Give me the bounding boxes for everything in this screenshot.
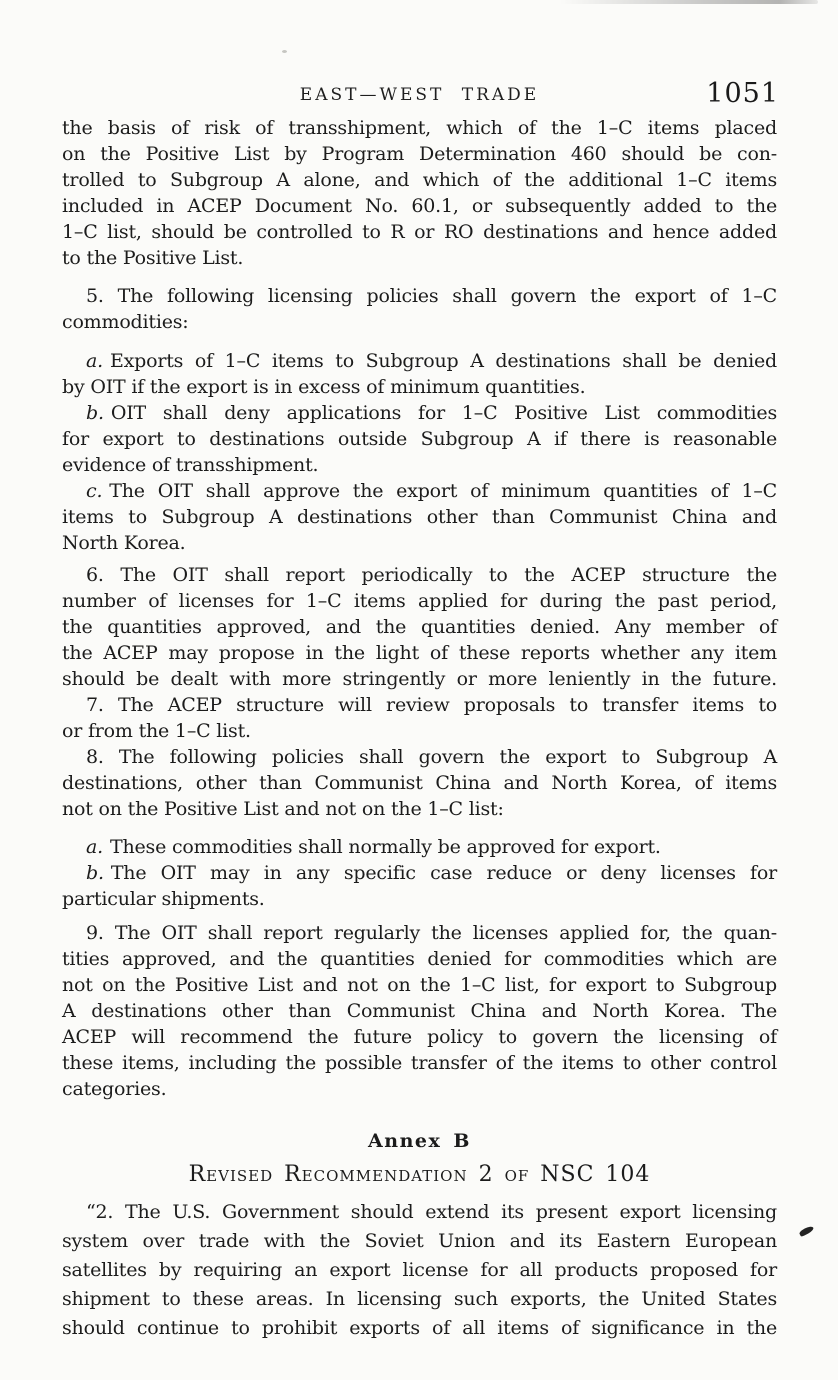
text-line: evidence of transshipment. [62, 454, 319, 476]
text-line: ACEP will recommend the future policy to govern the licensing of [62, 1026, 777, 1048]
paragraph-item-5a [62, 348, 777, 400]
text-line: should be dealt with more stringently or more leniently in the future. [62, 668, 777, 690]
text-line: 6. The OIT shall report periodically to the ACEP structure the [86, 564, 777, 586]
page-number: 1051 [706, 78, 779, 109]
text-line: system over trade with the Soviet Union and its Eastern European [62, 1230, 777, 1252]
paragraph-item-8a [62, 834, 777, 860]
paragraph-item-6 [62, 562, 777, 692]
paragraph-item-8 [62, 744, 777, 822]
page-body [62, 115, 777, 1343]
text-line: not on the Positive List and not on the 1–C list: [62, 798, 504, 820]
text-line: for export to destinations outside Subgroup A if there is reasonable [62, 428, 777, 450]
item-marker: a. [86, 836, 103, 858]
paragraph-quote-2 [62, 1198, 777, 1343]
line-text: The OIT may in any specific case reduce or deny licenses for [110, 862, 777, 884]
paragraph-item-8b [62, 860, 777, 912]
paragraph-item-5 [62, 283, 777, 335]
text-line: not on the Positive List and not on the 1–C list, for export to Subgroup [62, 974, 777, 996]
text-line: by OIT if the export is in excess of minimum quantities. [62, 376, 586, 398]
text-line [62, 860, 777, 886]
text-line: commodities: [62, 311, 189, 333]
text-line: categories. [62, 1078, 167, 1100]
text-line: North Korea. [62, 532, 186, 554]
item-marker: a. [86, 350, 103, 372]
text-line: particular shipments. [62, 888, 265, 910]
scan-speck [282, 50, 287, 53]
text-line [62, 348, 777, 374]
annex-heading: Annex B [368, 1130, 471, 1152]
line-text: OIT shall deny applications for 1–C Positive List commodities [110, 402, 777, 424]
text-line: satellites by requiring an export license for all products proposed for [62, 1259, 777, 1281]
text-line: destinations, other than Communist China and North Korea, of items [62, 772, 777, 794]
text-line: to the Positive List. [62, 247, 244, 269]
paragraph-continuation [62, 115, 777, 271]
text-line [62, 400, 777, 426]
text-line: trolled to Subgroup A alone, and which of the additional 1–C items [62, 169, 777, 191]
text-line: these items, including the possible transfer of the items to other control [62, 1052, 777, 1074]
text-line: number of licenses for 1–C items applied for during the past period, [62, 590, 777, 612]
text-line: the ACEP may propose in the light of these reports whether any item [62, 642, 777, 664]
text-line: or from the 1–C list. [62, 720, 251, 742]
paragraph-item-5c [62, 478, 777, 556]
annex-subheading: Revised Recommendation 2 of NSC 104 [188, 1162, 651, 1187]
text-line: the quantities approved, and the quantities denied. Any member of [62, 616, 777, 638]
item-marker: b. [86, 402, 104, 424]
text-line: 7. The ACEP structure will review proposals to transfer items to [86, 694, 777, 716]
text-line: 5. The following licensing policies shall govern the export of 1–C [86, 285, 777, 307]
text-line: shipment to these areas. In licensing such exports, the United States [62, 1288, 777, 1310]
paragraph-item-9 [62, 920, 777, 1102]
paragraph-item-5b [62, 400, 777, 478]
text-line: should continue to prohibit exports of all items of significance in the [62, 1317, 777, 1339]
text-line [62, 478, 777, 504]
text-line: 1–C list, should be controlled to R or RO destinations and hence added [62, 221, 777, 243]
text-line: on the Positive List by Program Determination 460 should be con- [62, 143, 777, 165]
text-line: items to Subgroup A destinations other than Communist China and [62, 506, 777, 528]
line-text: These commodities shall normally be approved for export. [109, 836, 661, 858]
line-text: Exports of 1–C items to Subgroup A destinations shall be denied [109, 350, 777, 372]
text-line: 9. The OIT shall report regularly the licenses applied for, the quan- [86, 922, 777, 944]
text-line: included in ACEP Document No. 60.1, or subsequently added to the [62, 195, 777, 217]
text-line: the basis of risk of transshipment, which of the 1–C items placed [62, 117, 777, 139]
text-line: A destinations other than Communist China and North Korea. The [62, 1000, 777, 1022]
item-marker: b. [86, 862, 104, 884]
item-marker: c. [86, 480, 103, 502]
text-line: 8. The following policies shall govern the export to Subgroup A [86, 746, 777, 768]
text-line [62, 834, 777, 860]
running-header [62, 80, 777, 108]
line-text: The OIT shall approve the export of minimum quantities of 1–C [109, 480, 777, 502]
text-line: “2. The U.S. Government should extend its present export licensing [86, 1201, 777, 1223]
ink-blemish [798, 1225, 814, 1237]
text-line: tities approved, and the quantities denied for commodities which are [62, 948, 777, 970]
scan-smudge [560, 0, 818, 4]
running-head-title: EAST—WEST TRADE [299, 85, 540, 105]
paragraph-item-7 [62, 692, 777, 744]
